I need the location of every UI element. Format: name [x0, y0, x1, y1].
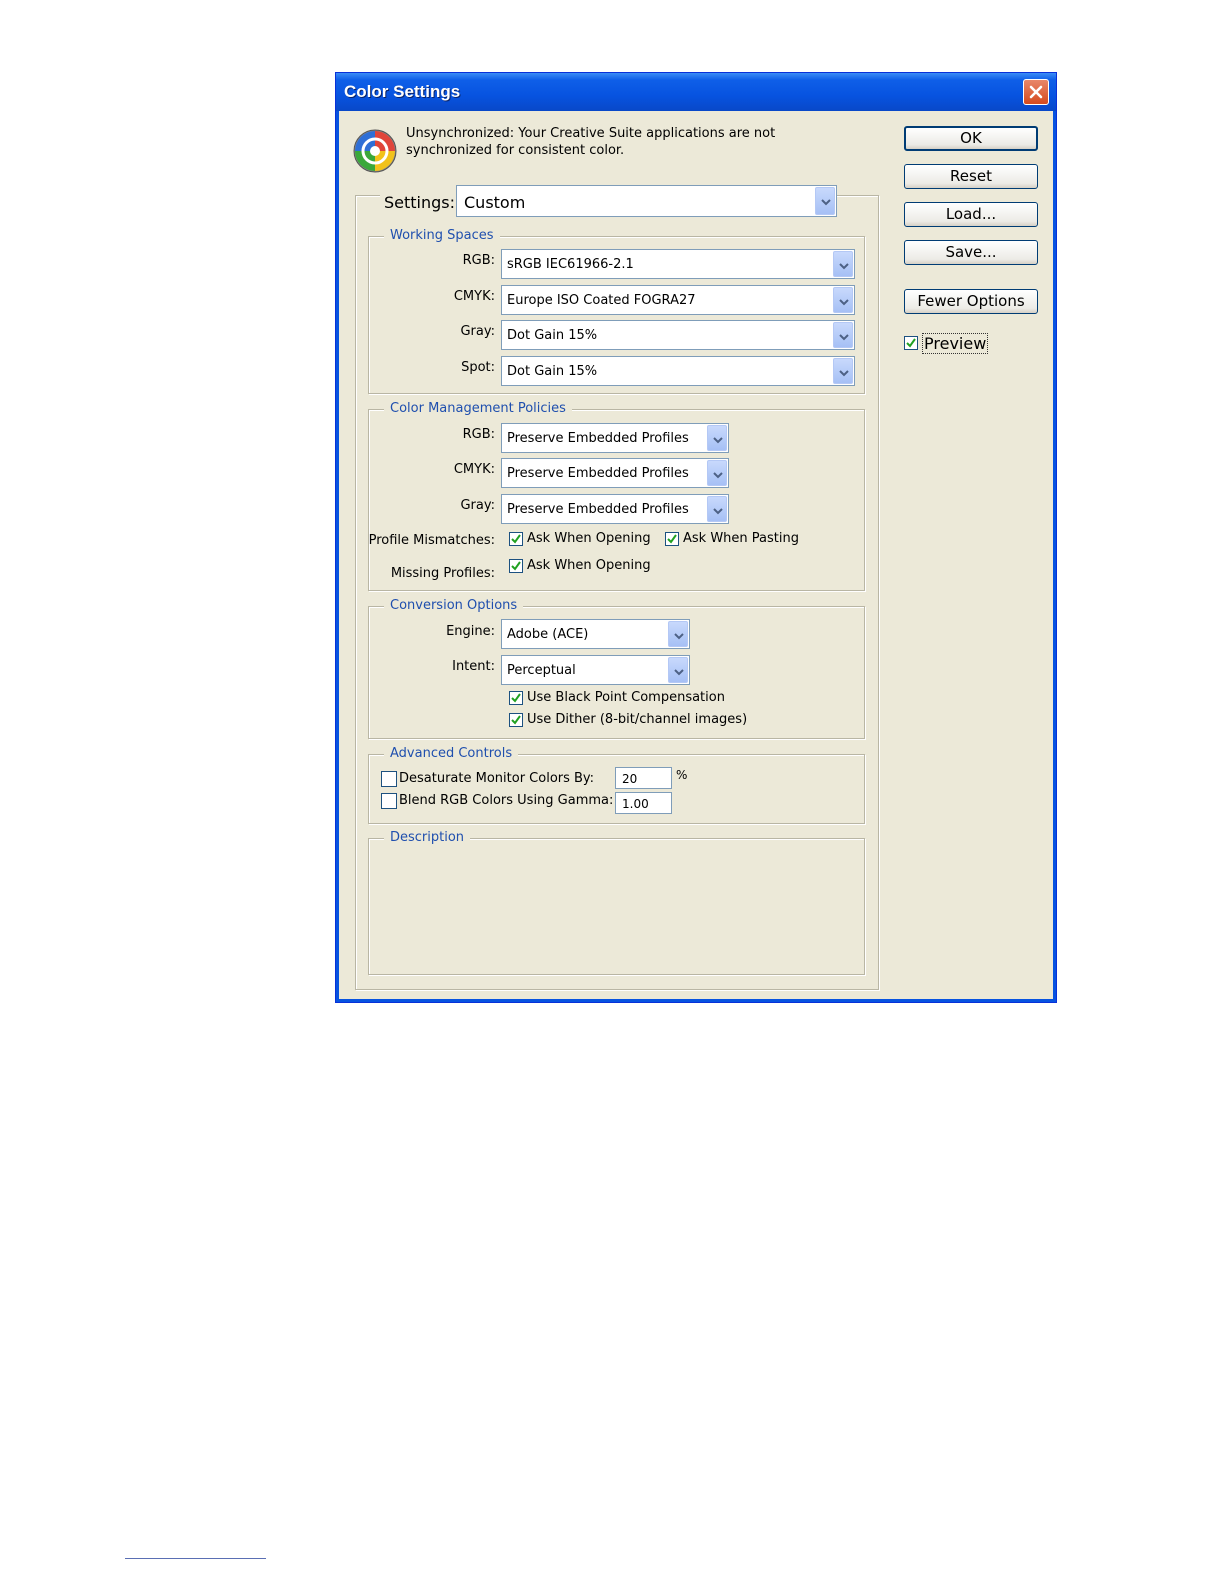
- black-point-label[interactable]: Use Black Point Compensation: [527, 690, 725, 705]
- description-title: Description: [384, 830, 470, 845]
- chevron-down-icon[interactable]: [833, 358, 853, 384]
- policy-gray-value: Preserve Embedded Profiles: [507, 502, 689, 517]
- checkmark-icon: [511, 561, 521, 571]
- chevron-down-icon[interactable]: [833, 322, 853, 348]
- profile-mismatches-label: Profile Mismatches:: [368, 533, 495, 548]
- checkmark-icon: [667, 534, 677, 544]
- sync-status-line1: Unsynchronized: Your Creative Suite applications are not: [406, 126, 776, 141]
- reset-button[interactable]: Reset: [904, 164, 1038, 189]
- checkmark-icon: [511, 693, 521, 703]
- ws-gray-dropdown[interactable]: [501, 320, 855, 350]
- intent-value: Perceptual: [507, 663, 576, 678]
- desaturate-checkbox[interactable]: [381, 771, 397, 787]
- working-spaces-title: Working Spaces: [384, 228, 500, 243]
- ws-spot-value: Dot Gain 15%: [507, 364, 598, 379]
- ws-spot-dropdown[interactable]: [501, 356, 855, 386]
- missing-open-checkbox[interactable]: [509, 559, 523, 573]
- chevron-down-icon[interactable]: [668, 621, 688, 647]
- chevron-down-icon[interactable]: [833, 251, 853, 277]
- ws-cmyk-dropdown[interactable]: [501, 285, 855, 315]
- mismatch-open-label[interactable]: Ask When Opening: [527, 531, 651, 546]
- policy-rgb-label: RGB:: [462, 427, 495, 442]
- close-icon: [1024, 80, 1048, 104]
- ws-cmyk-label: CMYK:: [453, 289, 495, 304]
- policy-gray-label: Gray:: [460, 498, 495, 513]
- conversion-title: Conversion Options: [384, 598, 523, 613]
- intent-dropdown[interactable]: [501, 655, 690, 685]
- policy-cmyk-label: CMYK:: [453, 462, 495, 477]
- policy-rgb-value: Preserve Embedded Profiles: [507, 431, 689, 446]
- preview-label[interactable]: Preview: [924, 334, 987, 353]
- engine-value: Adobe (ACE): [507, 627, 589, 642]
- missing-open-label[interactable]: Ask When Opening: [527, 558, 651, 573]
- ws-gray-label: Gray:: [460, 324, 495, 339]
- window-title: Color Settings: [344, 82, 461, 101]
- ws-gray-value: Dot Gain 15%: [507, 328, 598, 343]
- color-sync-icon: [352, 128, 398, 174]
- advanced-title: Advanced Controls: [384, 746, 518, 761]
- load-button[interactable]: Load...: [904, 202, 1038, 227]
- chevron-down-icon[interactable]: [815, 187, 835, 215]
- desaturate-label[interactable]: Desaturate Monitor Colors By:: [399, 771, 595, 786]
- desaturate-input[interactable]: 20: [615, 767, 672, 789]
- ok-button[interactable]: OK: [904, 126, 1038, 151]
- close-button[interactable]: [1023, 79, 1049, 105]
- mismatch-paste-checkbox[interactable]: [665, 532, 679, 546]
- engine-label: Engine:: [446, 624, 495, 639]
- blend-gamma-input[interactable]: 1.00: [615, 792, 672, 814]
- dither-label[interactable]: Use Dither (8-bit/channel images): [527, 712, 748, 727]
- title-bar[interactable]: [336, 73, 1056, 111]
- preview-checkbox[interactable]: [904, 336, 918, 350]
- settings-label: Settings:: [380, 193, 459, 212]
- ws-rgb-value: sRGB IEC61966-2.1: [507, 257, 634, 272]
- checkmark-icon: [511, 715, 521, 725]
- chevron-down-icon[interactable]: [833, 287, 853, 313]
- save-button[interactable]: Save...: [904, 240, 1038, 265]
- chevron-down-icon[interactable]: [707, 460, 727, 486]
- intent-label: Intent:: [452, 659, 495, 674]
- policy-cmyk-value: Preserve Embedded Profiles: [507, 466, 689, 481]
- policies-title: Color Management Policies: [384, 401, 572, 416]
- color-settings-dialog: [335, 72, 1057, 1003]
- settings-dropdown[interactable]: [456, 185, 837, 217]
- engine-dropdown[interactable]: [501, 619, 690, 649]
- desaturate-unit: %: [676, 768, 688, 782]
- policy-rgb-dropdown[interactable]: [501, 423, 729, 453]
- fewer-options-button[interactable]: Fewer Options: [904, 289, 1038, 314]
- chevron-down-icon[interactable]: [668, 657, 688, 683]
- ws-cmyk-value: Europe ISO Coated FOGRA27: [507, 293, 696, 308]
- black-point-checkbox[interactable]: [509, 691, 523, 705]
- chevron-down-icon[interactable]: [707, 496, 727, 522]
- policy-cmyk-dropdown[interactable]: [501, 458, 729, 488]
- blend-gamma-label[interactable]: Blend RGB Colors Using Gamma:: [399, 793, 614, 808]
- settings-value: Custom: [464, 193, 526, 212]
- dither-checkbox[interactable]: [509, 713, 523, 727]
- ws-rgb-dropdown[interactable]: [501, 249, 855, 279]
- ws-spot-label: Spot:: [461, 360, 495, 375]
- mismatch-open-checkbox[interactable]: [509, 532, 523, 546]
- ws-rgb-label: RGB:: [462, 253, 495, 268]
- description-group: [368, 838, 865, 975]
- footnote-rule: [125, 1558, 266, 1559]
- sync-status-line2: synchronized for consistent color.: [406, 143, 625, 158]
- blend-gamma-checkbox[interactable]: [381, 793, 397, 809]
- missing-profiles-label: Missing Profiles:: [390, 566, 495, 581]
- checkmark-icon: [906, 338, 916, 348]
- policy-gray-dropdown[interactable]: [501, 494, 729, 524]
- chevron-down-icon[interactable]: [707, 425, 727, 451]
- mismatch-paste-label[interactable]: Ask When Pasting: [683, 531, 799, 546]
- checkmark-icon: [511, 534, 521, 544]
